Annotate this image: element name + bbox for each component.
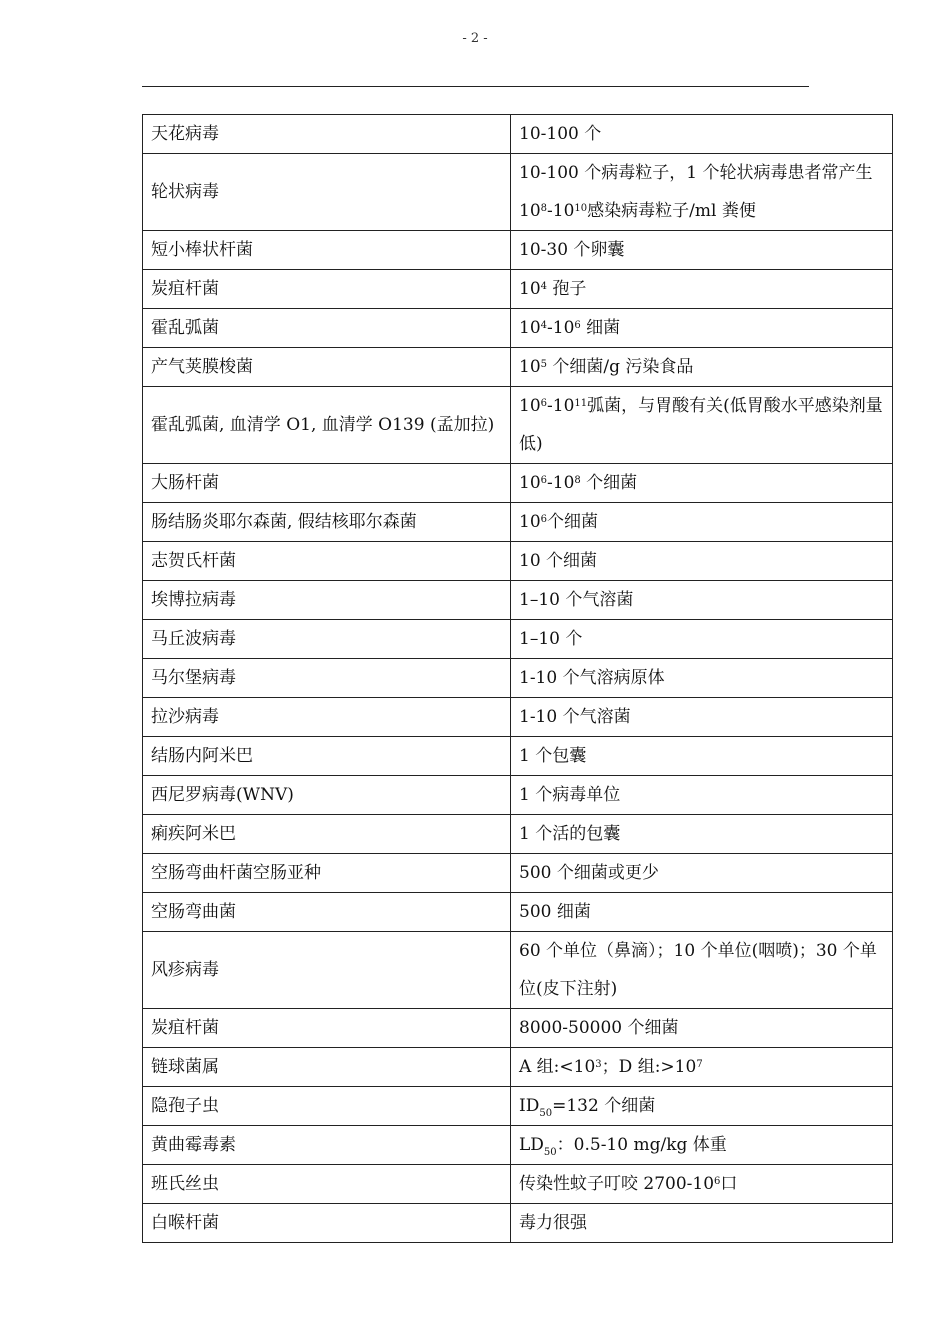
table-row: [143, 348, 893, 387]
header-rule: [142, 86, 809, 87]
infectious-dose-cell: [511, 1204, 893, 1243]
infectious-dose-cell: [511, 464, 893, 503]
dose-text: =132 个细菌: [552, 1096, 656, 1116]
dose-text: 1 个活的包囊: [519, 824, 621, 844]
dose-exponent: 6: [540, 398, 548, 409]
dose-exponent: 6: [540, 475, 548, 486]
pathogen-name-cell: 天花病毒: [143, 115, 511, 154]
pathogen-name-cell: 风疹病毒: [143, 932, 511, 1009]
infectious-dose-cell: [511, 1087, 893, 1126]
infectious-dose-cell: [511, 1048, 893, 1087]
dose-text: -10: [547, 318, 575, 338]
table-row: [143, 620, 893, 659]
table-row: [143, 854, 893, 893]
dose-exponent: 8: [574, 475, 581, 486]
dose-text: 10: [519, 473, 541, 493]
dose-text: LD: [519, 1135, 544, 1155]
pathogen-name-cell: 大肠杆菌: [143, 464, 511, 503]
dose-text: -10: [547, 473, 575, 493]
dose-subscript: 50: [543, 1147, 557, 1158]
table-row: [143, 464, 893, 503]
table-row: [143, 1048, 893, 1087]
dose-text: 10: [519, 279, 541, 299]
table-row: [143, 893, 893, 932]
dose-text: -10: [547, 396, 575, 416]
dose-text: 60 个单位（鼻滴）；10 个单位(咽喷)；30 个单位(皮下注射): [519, 941, 877, 999]
table-row: [143, 1204, 893, 1243]
dose-text: ；D 组:>10: [601, 1057, 697, 1077]
infectious-dose-cell: [511, 932, 893, 1009]
infectious-dose-cell: [511, 1165, 893, 1204]
pathogen-name-cell: 班氏丝虫: [143, 1165, 511, 1204]
pathogen-name-cell: 炭疽杆菌: [143, 1009, 511, 1048]
pathogen-name-cell: 痢疾阿米巴: [143, 815, 511, 854]
table-row: [143, 270, 893, 309]
dose-text: 1–10 个: [519, 629, 583, 649]
table-row: [143, 1087, 893, 1126]
infectious-dose-cell: [511, 1126, 893, 1165]
dose-text: 10: [519, 396, 541, 416]
dose-text: 个细菌/g 污染食品: [547, 357, 694, 377]
dose-text: 500 个细菌或更少: [519, 863, 659, 883]
table-row: [143, 503, 893, 542]
dose-text: 1-10 个气溶菌: [519, 707, 631, 727]
dose-text: 弧菌，与胃酸有关(低胃酸水平感染剂量低): [519, 396, 883, 454]
infectious-dose-cell: [511, 737, 893, 776]
dose-text: A 组:<10: [519, 1057, 596, 1077]
pathogen-name-cell: 霍乱弧菌: [143, 309, 511, 348]
page-number: - 2 -: [462, 31, 488, 46]
infectious-dose-cell: [511, 309, 893, 348]
dose-text: -10: [547, 201, 575, 221]
infectious-dose-table: [142, 114, 893, 1243]
dose-text: 10-30 个卵囊: [519, 240, 625, 260]
dose-text: 口: [720, 1174, 738, 1194]
dose-text: 10: [519, 357, 541, 377]
table-row: [143, 387, 893, 464]
table-row: [143, 231, 893, 270]
infectious-dose-cell: [511, 776, 893, 815]
infectious-dose-cell: [511, 115, 893, 154]
dose-subscript: 50: [539, 1108, 553, 1119]
dose-exponent: 6: [574, 320, 581, 331]
dose-text: 1–10 个气溶菌: [519, 590, 634, 610]
pathogen-name-cell: 霍乱弧菌, 血清学 O1, 血清学 O139 (孟加拉): [143, 387, 511, 464]
dose-exponent: 5: [540, 359, 548, 370]
infectious-dose-cell: [511, 1009, 893, 1048]
pathogen-name-cell: 产气荚膜梭菌: [143, 348, 511, 387]
infectious-dose-cell: [511, 854, 893, 893]
dose-text: 10: [519, 512, 541, 532]
dose-text: 10 个细菌: [519, 551, 598, 571]
table-body: [143, 115, 893, 1243]
dose-text: 传染性蚊子叮咬 2700-10: [519, 1174, 715, 1194]
dose-text: 8000-50000 个细菌: [519, 1018, 679, 1038]
dose-exponent: 11: [574, 398, 588, 409]
dose-exponent: 7: [696, 1059, 703, 1070]
pathogen-name-cell: 空肠弯曲杆菌空肠亚种: [143, 854, 511, 893]
infectious-dose-cell: [511, 659, 893, 698]
dose-text: ID: [519, 1096, 540, 1116]
infectious-dose-cell: [511, 620, 893, 659]
dose-exponent: 3: [595, 1059, 602, 1070]
dose-text: 个细菌: [547, 512, 599, 532]
dose-text: 500 细菌: [519, 902, 591, 922]
table-row: [143, 698, 893, 737]
infectious-dose-cell: [511, 503, 893, 542]
dose-exponent: 8: [540, 203, 548, 214]
pathogen-name-cell: 结肠内阿米巴: [143, 737, 511, 776]
infectious-dose-cell: [511, 270, 893, 309]
dose-text: 个细菌: [580, 473, 638, 493]
dose-exponent: 4: [540, 320, 548, 331]
pathogen-name-cell: 空肠弯曲菌: [143, 893, 511, 932]
dose-text: 10-100 个: [519, 124, 602, 144]
dose-text: 感染病毒粒子/ml 粪便: [587, 201, 756, 221]
dose-text: 10: [519, 318, 541, 338]
table-row: [143, 932, 893, 1009]
table-row: [143, 581, 893, 620]
table-row: [143, 1165, 893, 1204]
table-row: [143, 659, 893, 698]
pathogen-name-cell: 志贺氏杆菌: [143, 542, 511, 581]
pathogen-name-cell: 马尔堡病毒: [143, 659, 511, 698]
pathogen-name-cell: 西尼罗病毒(WNV): [143, 776, 511, 815]
infectious-dose-cell: [511, 387, 893, 464]
dose-text: 孢子: [547, 279, 587, 299]
table-row: [143, 542, 893, 581]
dose-text: 10-100 个病毒粒子，1 个轮状病毒患者常产生 10: [519, 163, 873, 221]
pathogen-name-cell: 埃博拉病毒: [143, 581, 511, 620]
table-row: [143, 1126, 893, 1165]
infectious-dose-cell: [511, 154, 893, 231]
dose-text: 细菌: [580, 318, 621, 338]
infectious-dose-cell: [511, 581, 893, 620]
infectious-dose-cell: [511, 542, 893, 581]
pathogen-name-cell: 白喉杆菌: [143, 1204, 511, 1243]
pathogen-name-cell: 肠结肠炎耶尔森菌, 假结核耶尔森菌: [143, 503, 511, 542]
dose-exponent: 4: [540, 281, 548, 292]
dose-text: 1 个病毒单位: [519, 785, 621, 805]
dose-text: 1 个包囊: [519, 746, 587, 766]
table-row: [143, 309, 893, 348]
pathogen-name-cell: 短小棒状杆菌: [143, 231, 511, 270]
pathogen-name-cell: 轮状病毒: [143, 154, 511, 231]
infectious-dose-cell: [511, 698, 893, 737]
infectious-dose-cell: [511, 231, 893, 270]
dose-exponent: 10: [574, 203, 588, 214]
table-row: [143, 815, 893, 854]
pathogen-name-cell: 拉沙病毒: [143, 698, 511, 737]
table-row: [143, 154, 893, 231]
table-row: [143, 115, 893, 154]
infectious-dose-cell: [511, 348, 893, 387]
pathogen-name-cell: 链球菌属: [143, 1048, 511, 1087]
pathogen-name-cell: 炭疽杆菌: [143, 270, 511, 309]
table-row: [143, 1009, 893, 1048]
pathogen-name-cell: 黄曲霉毒素: [143, 1126, 511, 1165]
infectious-dose-cell: [511, 815, 893, 854]
dose-exponent: 6: [540, 514, 548, 525]
table-row: [143, 737, 893, 776]
dose-text: 1-10 个气溶病原体: [519, 668, 665, 688]
infectious-dose-cell: [511, 893, 893, 932]
pathogen-name-cell: 马丘波病毒: [143, 620, 511, 659]
dose-exponent: 6: [714, 1176, 721, 1187]
table-row: [143, 776, 893, 815]
dose-text: ：0.5-10 mg/kg 体重: [556, 1135, 727, 1155]
dose-text: 毒力很强: [519, 1213, 587, 1233]
pathogen-name-cell: 隐孢子虫: [143, 1087, 511, 1126]
